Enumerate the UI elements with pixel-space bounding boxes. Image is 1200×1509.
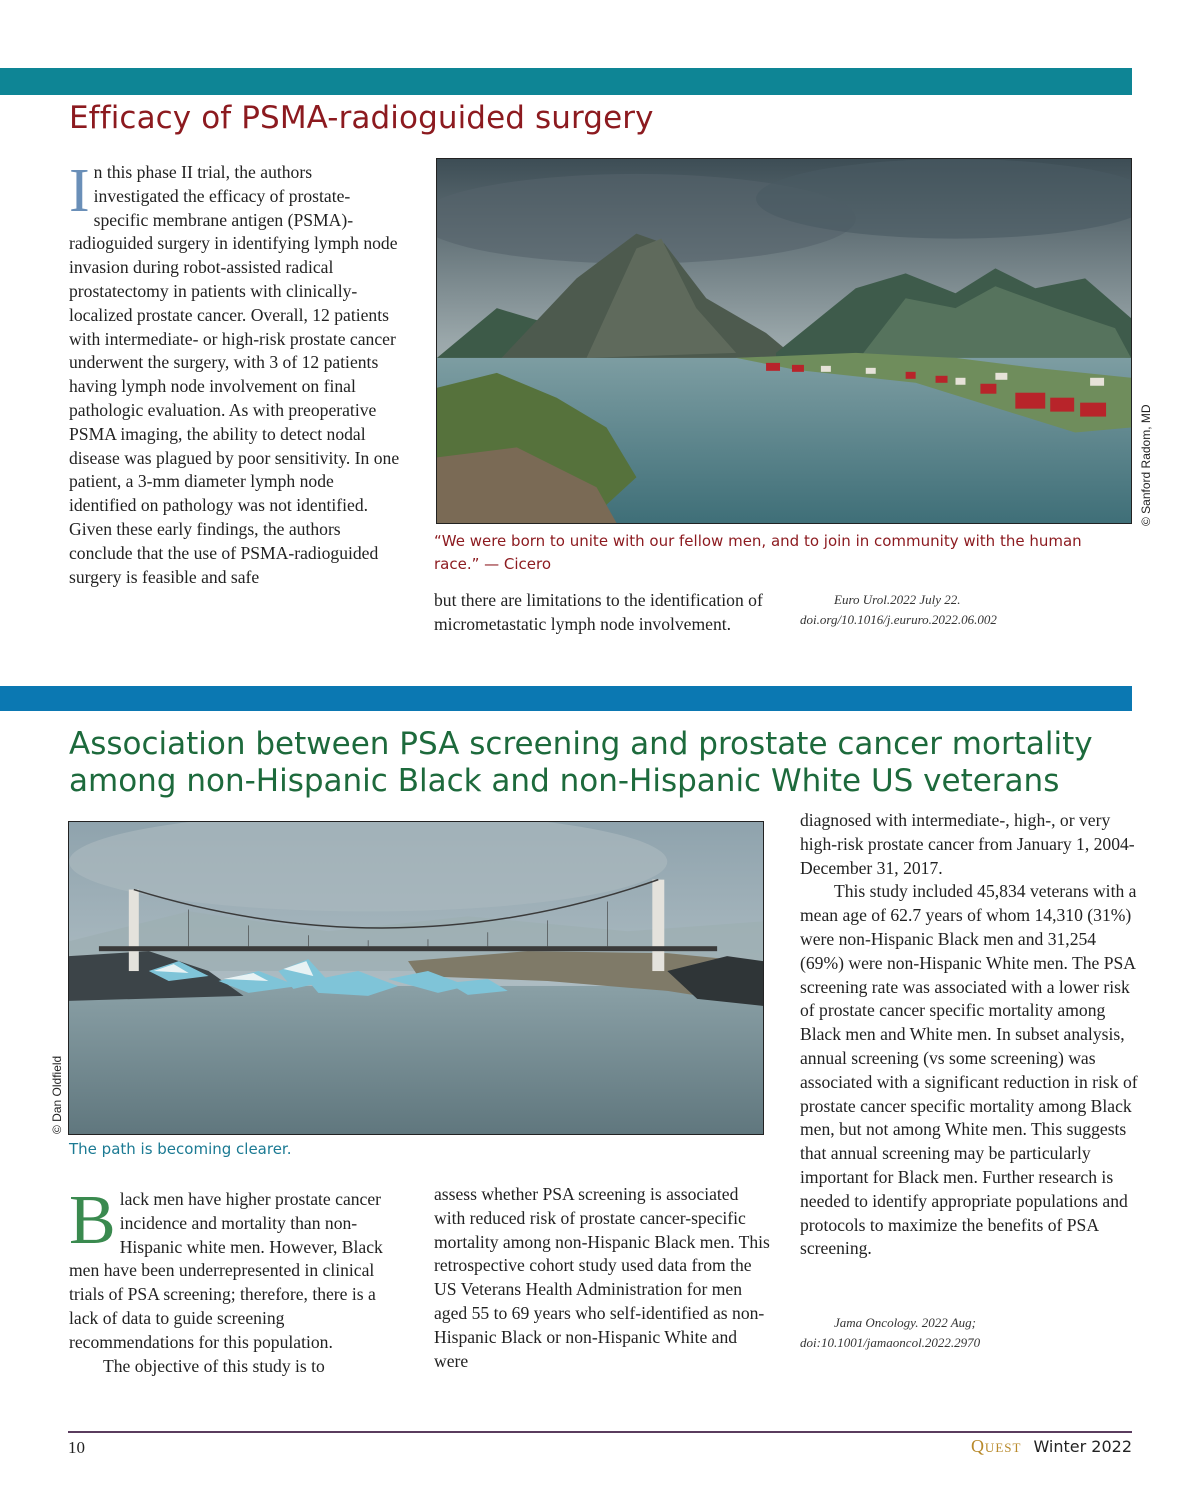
section-bar-blue [0,686,1132,711]
article1-ref-line2: doi.org/10.1016/j.eururo.2022.06.002 [800,612,997,627]
article1-photo-fjord [436,158,1132,524]
page-number: 10 [68,1438,85,1457]
article1-caption: “We were born to unite with our fellow men, and to join in community with the human race.” — Cicero [434,532,1082,573]
article2-col1-p1: lack men have higher prostate cancer incidence and mortality than non-Hispanic white men. However, Black men have been underrepresented in clinical trials of PSA screening; therefore, there is a lack of data to guide screening recommendations for this population. [69,1189,383,1352]
article2-photo-credit: © Dan Oldfield [50,1055,64,1134]
article1-drop-cap: I [69,157,90,225]
article2-title: Association between PSA screening and prostate cancer mortality among non-Hispanic Black and non-Hispanic White US veterans [69,726,1093,799]
article2-col2-text: assess whether PSA screening is associated with reduced risk of prostate cancer-specific mortality among non-Hispanic Black men. This retrospective cohort study used data from the US Veterans Health Administration for men aged 55 to 69 years who self-identified as non-Hispanic Black or non-Hispanic White and were [434,1184,770,1371]
article2-caption: The path is becoming clearer. [69,1140,292,1158]
article2-ref-line1: Jama Oncology. 2022 Aug; [834,1315,977,1330]
issue-label: Winter 2022 [1033,1437,1132,1456]
article1-col1 [69,157,401,589]
article2-col3-p2: This study included 45,834 veterans with a mean age of 62.7 years of whom 14,310 (31%) were non-Hispanic Black men and 31,254 (69%) were non-Hispanic White men. The PSA screening rate was associated with a lower risk of prostate cancer specific mortality among Black men and White men. In subset analysis, annual screening (vs some screening) was associated with a significant reduction in risk of prostate cancer specific mortality among Black men, but not among White men. This suggests that annual screening may be particularly important for Black men. Further research is needed to identify appropriate populations and protocols to maximize the benefits of PSA screening. [800,881,1138,1259]
article1-ref-line1: Euro Urol.2022 July 22. [834,592,961,607]
footer-rule [68,1431,1132,1433]
article2-ref-line2: doi:10.1001/jamaoncol.2022.2970 [800,1335,981,1350]
article1-photo-credit: © Sanford Radom, MD [1139,404,1153,526]
article1-col2-text: but there are limitations to the identification of micrometastatic lymph node involvement. [434,590,763,634]
article1-title: Efficacy of PSMA-radioguided surgery [69,100,654,136]
article1-col2 [434,589,774,637]
fjord-image [437,159,1131,523]
article2-reference [800,1313,1120,1353]
article2-col3-p1: diagnosed with intermediate-, high-, or very high-risk prostate cancer from January 1, 2004-December 31, 2017. [800,810,1135,878]
publication-name: Quest [970,1436,1022,1456]
article2-col3 [800,809,1138,1261]
bridge-image [69,822,763,1134]
section-bar-teal [0,68,1132,95]
article2-col1-p2: The objective of this study is to [103,1355,325,1376]
article2-photo-bridge [68,821,764,1135]
article1-col1-text: n this phase II trial, the authors investigated the efficacy of prostate-specific membrane antigen (PSMA)-radioguided surgery in identifying lymph node invasion during robot-assisted radical prostatectomy in patients with clinically-localized prostate cancer. Overall, 12 patients with intermediate- or high-risk prostate cancer underwent the surgery, with 3 of 12 patients having lymph node involvement on final pathologic evaluation. As with preoperative PSMA imaging, the ability to detect nodal disease was plagued by poor sensitivity. In one patient, a 3-mm diameter lymph node identified on pathology was not identified. Given these early findings, the authors conclude that the use of PSMA-radioguided surgery is feasible and safe [69,162,400,587]
article2-col2 [434,1183,772,1373]
article1-reference [800,590,1120,630]
article2-col1 [69,1182,404,1378]
footer-publication [971,1436,1132,1457]
article2-drop-cap: B [69,1182,116,1259]
